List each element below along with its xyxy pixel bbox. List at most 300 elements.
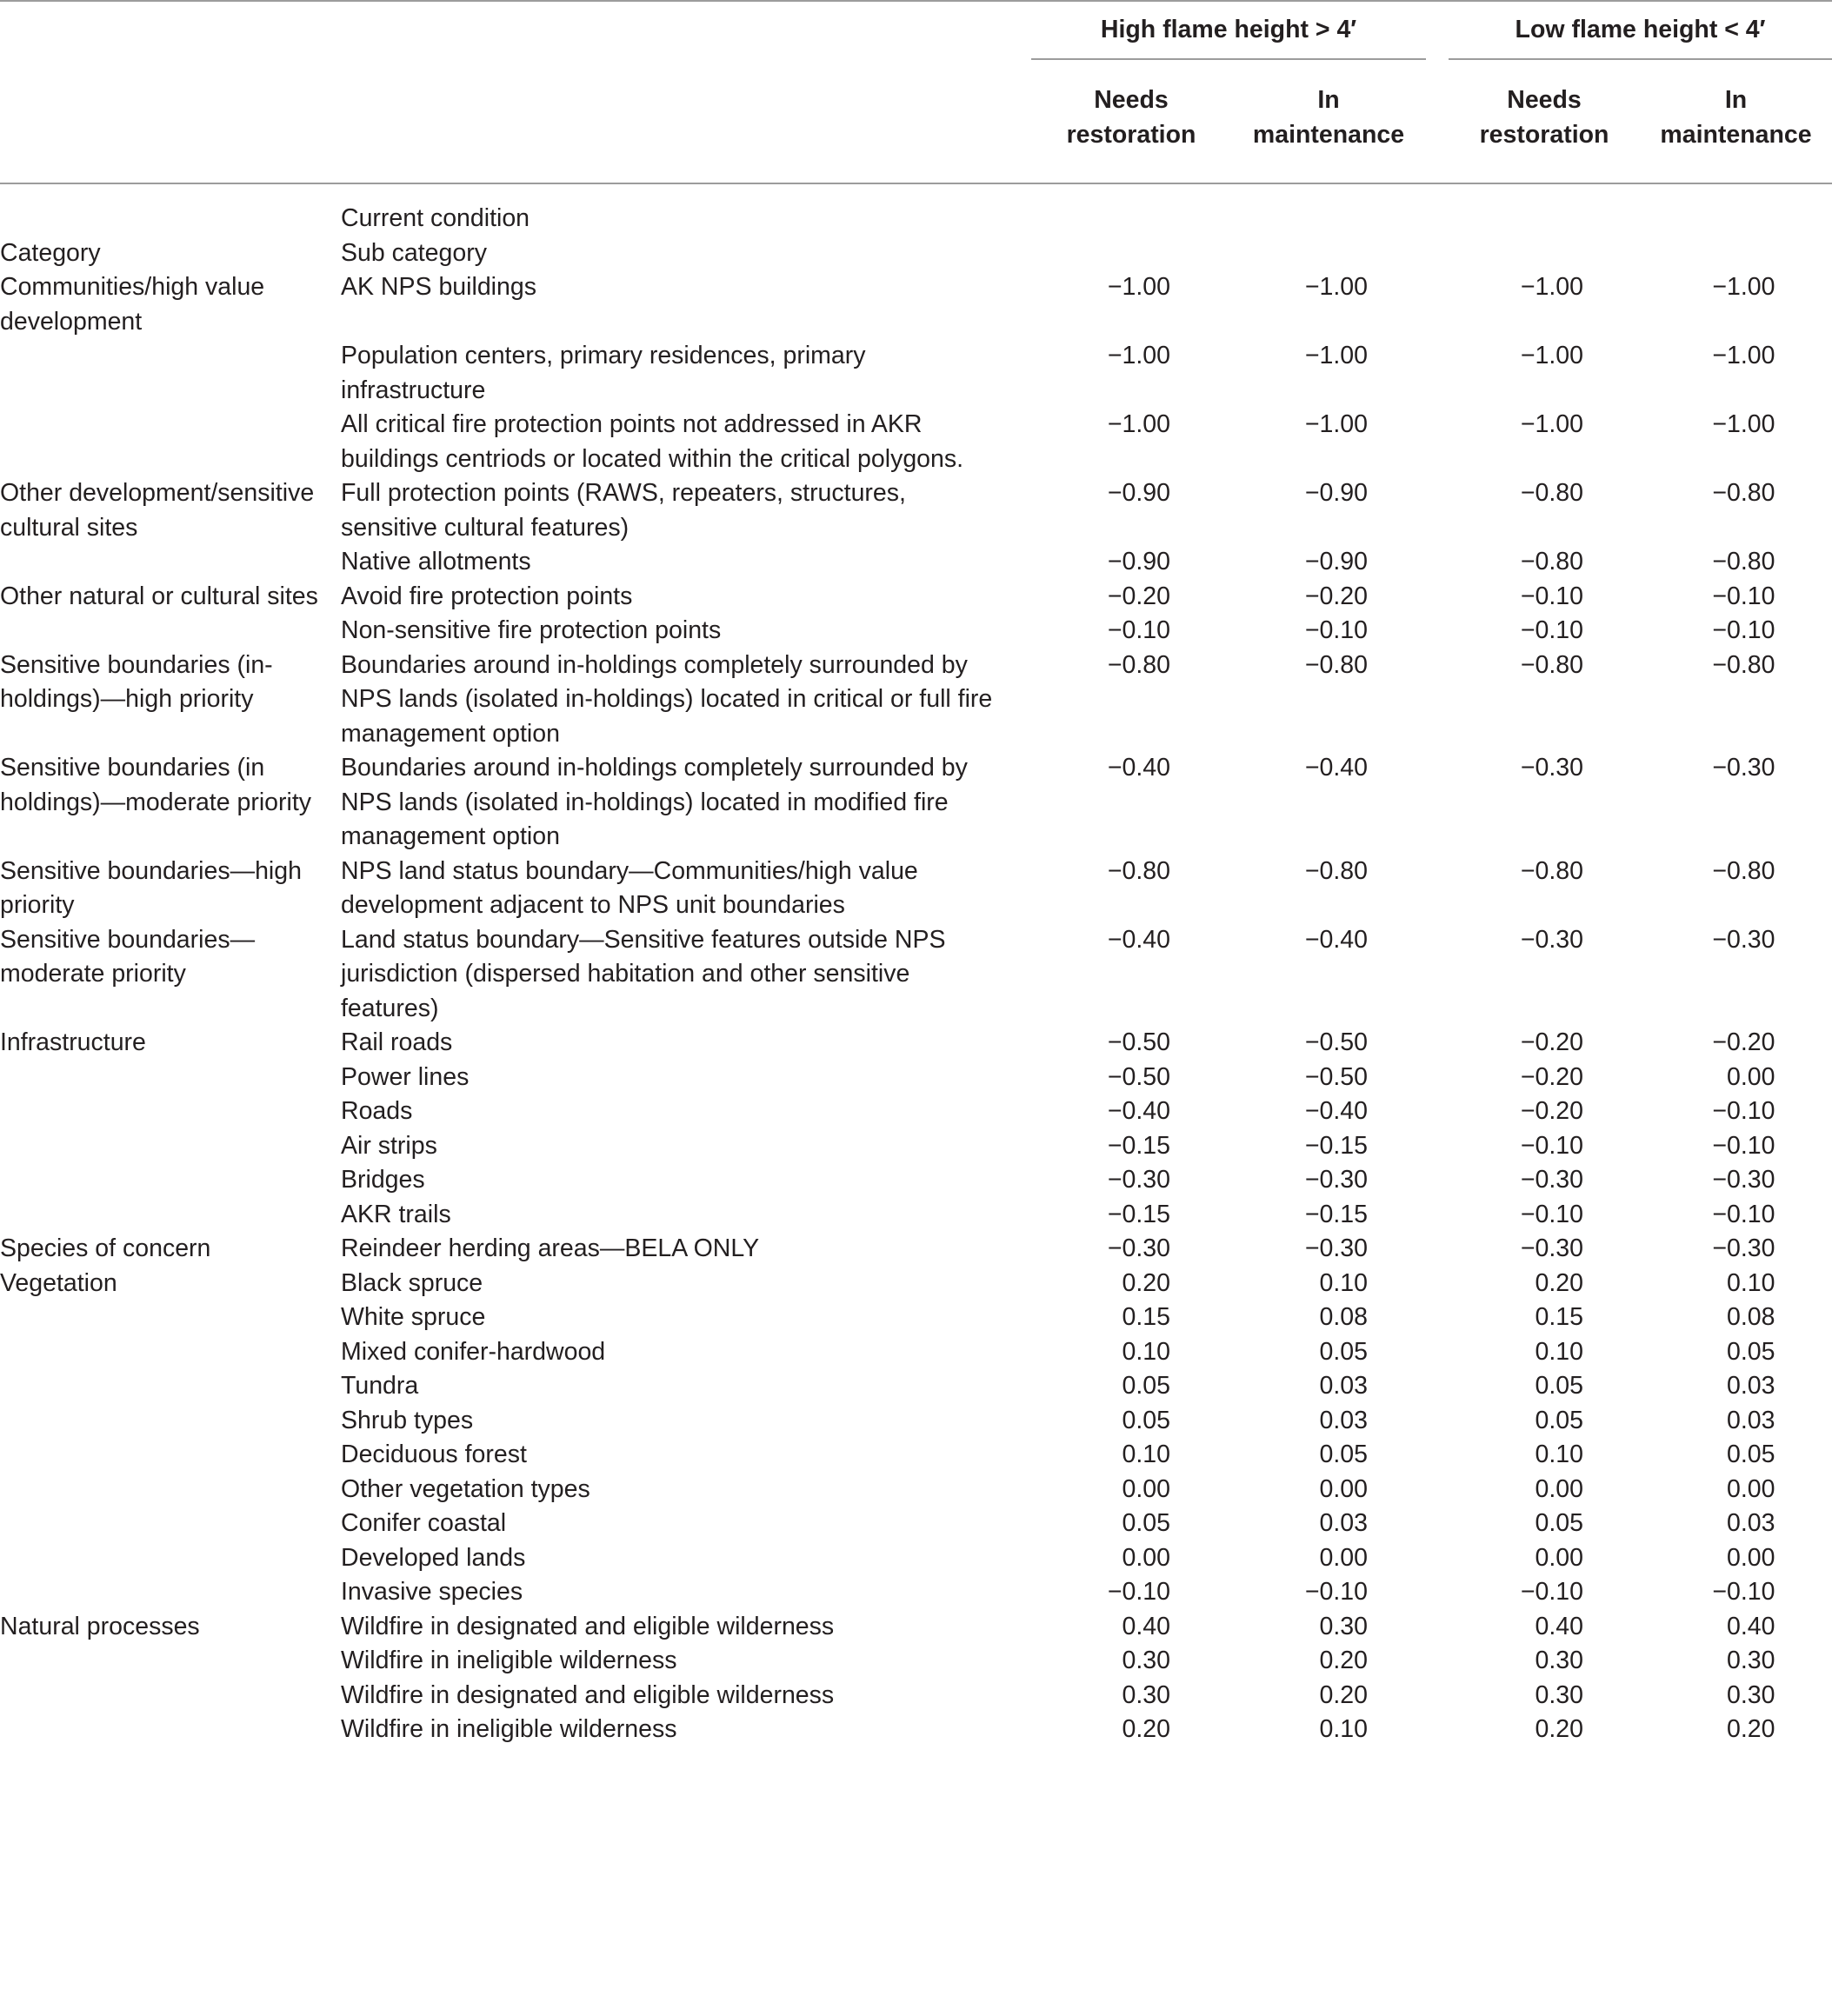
column-labels-row [0, 236, 1832, 271]
value-text: 0.30 [1727, 1680, 1775, 1709]
low-in-maintenance-value [1640, 1679, 1832, 1713]
value-text: −0.10 [1107, 616, 1170, 644]
high-in-maintenance-value [1231, 1335, 1426, 1370]
value-text: −0.40 [1304, 925, 1368, 954]
high-needs-restoration-value [1031, 1473, 1231, 1507]
high-in-maintenance-value [1231, 408, 1426, 476]
value-text: −0.10 [1712, 1131, 1775, 1160]
value-text: −0.80 [1107, 856, 1170, 885]
category-cell: Infrastructure [0, 1028, 146, 1056]
value-text: 0.30 [1122, 1647, 1170, 1674]
high-needs-restoration-value [1031, 1061, 1231, 1095]
high-needs-restoration-value [1031, 1404, 1231, 1439]
value-text: −0.15 [1107, 1131, 1170, 1160]
subcategory-cell: Non-sensitive fire protection points [341, 616, 722, 644]
value-text: 0.40 [1727, 1612, 1775, 1640]
table-row [0, 1679, 1832, 1713]
subcategory-cell: Native allotments [341, 548, 531, 576]
high-in-maintenance-value [1231, 1610, 1426, 1645]
value-text: 0.30 [1535, 1680, 1584, 1709]
value-text: 0.03 [1319, 1509, 1368, 1537]
subcategory-cell: Land status boundary—Sensitive features outside NPS jurisdiction (dispersed habitation and other sensitive features) [341, 925, 946, 1022]
high-needs-restoration-value [1031, 1610, 1231, 1645]
value-text: −0.15 [1304, 1200, 1368, 1228]
high-in-maintenance-value [1231, 751, 1426, 855]
low-needs-restoration-value [1449, 751, 1640, 855]
low-needs-restoration-value [1449, 1404, 1640, 1439]
category-cell: Other natural or cultural sites [0, 582, 318, 610]
table-row [0, 855, 1832, 923]
value-text: −1.00 [1107, 273, 1170, 301]
high-in-maintenance-value [1231, 1541, 1426, 1576]
low-needs-restoration-value [1449, 1301, 1640, 1335]
high-needs-restoration-value [1031, 923, 1231, 1027]
low-needs-restoration-value [1449, 1575, 1640, 1610]
value-text: −0.20 [1520, 1097, 1584, 1125]
high-needs-restoration-value [1031, 1335, 1231, 1370]
value-text: −0.15 [1107, 1200, 1170, 1228]
value-text: −0.10 [1520, 616, 1584, 644]
table-row [0, 1163, 1832, 1198]
category-cell [0, 1507, 341, 1541]
low-in-maintenance-value [1640, 339, 1832, 408]
value-text: 0.30 [1727, 1647, 1775, 1674]
low-in-maintenance-value [1640, 649, 1832, 752]
category-cell [0, 339, 341, 408]
value-text: −0.20 [1712, 1028, 1775, 1056]
value-text: −0.40 [1107, 1097, 1170, 1125]
value-text: −0.30 [1520, 754, 1584, 782]
subcategory-cell: Boundaries around in-holdings completely surrounded by NPS lands (isolated in-holdings) located in critical or full fire management option [341, 650, 993, 748]
low-needs-restoration-value [1449, 1163, 1640, 1198]
category-cell [0, 408, 341, 476]
subcategory-cell: AKR trails [341, 1200, 451, 1228]
value-text: −0.40 [1304, 754, 1368, 782]
value-text: 0.05 [1535, 1509, 1584, 1537]
value-text: −0.10 [1107, 1578, 1170, 1606]
subcategory-cell: NPS land status boundary—Communities/high value development adjacent to NPS unit boundaries [341, 856, 918, 919]
high-in-maintenance-value [1231, 339, 1426, 408]
table-row [0, 1473, 1832, 1507]
low-needs-restoration-value [1449, 1198, 1640, 1233]
high-needs-restoration-value [1031, 1026, 1231, 1061]
high-in-maintenance-value [1231, 1301, 1426, 1335]
category-cell: Sensitive boundaries (in holdings)—moderate priority [0, 754, 311, 816]
value-text: −0.10 [1712, 616, 1775, 644]
category-cell: Communities/high value development [0, 273, 265, 336]
sub-header-row [0, 66, 1832, 183]
value-text: 0.00 [1535, 1474, 1584, 1503]
low-in-maintenance-value [1640, 1507, 1832, 1541]
low-needs-restoration-value [1449, 1438, 1640, 1473]
value-text: −0.10 [1520, 1131, 1584, 1160]
high-in-maintenance-value [1231, 1129, 1426, 1164]
value-text: −0.30 [1712, 1166, 1775, 1194]
value-text: −0.50 [1304, 1028, 1368, 1056]
table-row [0, 649, 1832, 752]
col-high-needs-restoration: Needs restoration [1031, 66, 1231, 183]
high-in-maintenance-value [1231, 1267, 1426, 1301]
value-text: −0.80 [1520, 650, 1584, 679]
subcategory-cell: Bridges [341, 1166, 425, 1194]
category-cell [0, 1575, 341, 1610]
value-text: 0.40 [1535, 1612, 1584, 1640]
value-text: −0.80 [1304, 650, 1368, 679]
low-needs-restoration-value [1449, 1679, 1640, 1713]
low-in-maintenance-value [1640, 1267, 1832, 1301]
table-row [0, 1026, 1832, 1061]
value-text: −0.30 [1712, 925, 1775, 954]
value-text: 0.05 [1122, 1406, 1170, 1434]
value-text: −0.80 [1712, 856, 1775, 885]
table-row [0, 1267, 1832, 1301]
low-in-maintenance-value [1640, 1713, 1832, 1747]
value-text: −1.00 [1520, 410, 1584, 438]
value-text: 0.10 [1535, 1337, 1584, 1366]
value-text: 0.20 [1535, 1268, 1584, 1297]
high-in-maintenance-value [1231, 1507, 1426, 1541]
low-in-maintenance-value [1640, 751, 1832, 855]
value-text: −1.00 [1712, 342, 1775, 369]
col-high-in-maintenance: In maintenance [1231, 66, 1426, 183]
value-text: 0.03 [1319, 1406, 1368, 1434]
high-needs-restoration-value [1031, 1644, 1231, 1679]
value-text: 0.10 [1727, 1268, 1775, 1297]
high-needs-restoration-value [1031, 1232, 1231, 1267]
value-text: −0.80 [1712, 548, 1775, 576]
value-text: −0.80 [1712, 479, 1775, 507]
category-cell [0, 1679, 341, 1713]
low-needs-restoration-value [1449, 408, 1640, 476]
value-text: −1.00 [1107, 410, 1170, 438]
value-text: −0.30 [1107, 1234, 1170, 1262]
value-text: −0.30 [1520, 925, 1584, 954]
low-in-maintenance-value [1640, 855, 1832, 923]
value-text: −0.80 [1520, 856, 1584, 885]
subcategory-cell: Boundaries around in-holdings completely surrounded by NPS lands (isolated in-holdings) located in modified fire management option [341, 754, 968, 850]
value-text: −0.30 [1712, 1234, 1775, 1262]
value-text: −0.90 [1107, 548, 1170, 576]
subcategory-cell: Conifer coastal [341, 1509, 507, 1537]
value-text: −0.30 [1520, 1234, 1584, 1262]
high-in-maintenance-value [1231, 1438, 1426, 1473]
subcategory-cell: Avoid fire protection points [341, 582, 633, 610]
value-text: 0.00 [1319, 1474, 1368, 1503]
subcategory-cell: Population centers, primary residences, primary infrastructure [341, 342, 866, 404]
table-row [0, 1644, 1832, 1679]
value-text: 0.30 [1122, 1680, 1170, 1709]
high-needs-restoration-value [1031, 545, 1231, 580]
value-text: 0.05 [1727, 1440, 1775, 1468]
category-cell [0, 1438, 341, 1473]
table-row [0, 1507, 1832, 1541]
table-row [0, 1404, 1832, 1439]
high-needs-restoration-value [1031, 1541, 1231, 1576]
subcategory-cell: AK NPS buildings [341, 273, 536, 301]
category-cell [0, 1473, 341, 1507]
low-in-maintenance-value [1640, 1301, 1832, 1335]
low-needs-restoration-value [1449, 1610, 1640, 1645]
high-in-maintenance-value [1231, 1713, 1426, 1747]
table-row [0, 1541, 1832, 1576]
high-needs-restoration-value [1031, 1129, 1231, 1164]
subcategory-cell: Wildfire in ineligible wilderness [341, 1647, 677, 1674]
high-in-maintenance-value [1231, 649, 1426, 752]
low-needs-restoration-value [1449, 649, 1640, 752]
category-cell [0, 1369, 341, 1404]
value-text: 0.10 [1535, 1440, 1584, 1468]
high-in-maintenance-value [1231, 1026, 1426, 1061]
value-text: 0.05 [1535, 1406, 1584, 1434]
category-cell [0, 1061, 341, 1095]
value-text: 0.30 [1535, 1647, 1584, 1674]
value-text: 0.00 [1727, 1474, 1775, 1503]
low-in-maintenance-value [1640, 1335, 1832, 1370]
low-in-maintenance-value [1640, 1610, 1832, 1645]
table-row [0, 1094, 1832, 1129]
value-text: 0.10 [1319, 1715, 1368, 1743]
category-cell [0, 1335, 341, 1370]
value-text: −0.40 [1107, 754, 1170, 782]
high-in-maintenance-value [1231, 270, 1426, 339]
value-text: 0.05 [1122, 1372, 1170, 1400]
category-cell: Other development/sensitive cultural sites [0, 479, 315, 542]
value-text: −0.10 [1304, 616, 1368, 644]
table-row [0, 1232, 1832, 1267]
value-text: −0.30 [1304, 1166, 1368, 1194]
low-needs-restoration-value [1449, 1644, 1640, 1679]
value-text: 0.05 [1319, 1440, 1368, 1468]
low-needs-restoration-value [1449, 855, 1640, 923]
low-in-maintenance-value [1640, 408, 1832, 476]
value-text: −0.15 [1304, 1131, 1368, 1160]
value-text: −0.50 [1107, 1028, 1170, 1056]
low-needs-restoration-value [1449, 1267, 1640, 1301]
low-needs-restoration-value [1449, 1232, 1640, 1267]
value-text: −1.00 [1107, 342, 1170, 369]
table-row [0, 339, 1832, 408]
category-label: Category [0, 238, 101, 267]
category-cell: Sensitive boundaries—high priority [0, 856, 302, 919]
value-text: −0.50 [1304, 1062, 1368, 1091]
low-in-maintenance-value [1640, 580, 1832, 615]
subcategory-cell: Roads [341, 1097, 413, 1125]
subcategory-cell: Tundra [341, 1372, 419, 1400]
value-text: 0.00 [1727, 1062, 1775, 1091]
table-row [0, 1335, 1832, 1370]
value-text: 0.20 [1122, 1715, 1170, 1743]
value-text: 0.03 [1727, 1372, 1775, 1400]
value-text: −0.10 [1712, 1578, 1775, 1606]
low-needs-restoration-value [1449, 1541, 1640, 1576]
value-text: 0.05 [1535, 1372, 1584, 1400]
value-text: 0.05 [1319, 1337, 1368, 1366]
high-in-maintenance-value [1231, 1163, 1426, 1198]
category-cell: Vegetation [0, 1268, 117, 1297]
value-text: −0.20 [1520, 1028, 1584, 1056]
category-cell [0, 1541, 341, 1576]
value-text: −1.00 [1712, 410, 1775, 438]
value-text: 0.30 [1319, 1612, 1368, 1640]
value-text: −0.30 [1304, 1234, 1368, 1262]
low-needs-restoration-value [1449, 339, 1640, 408]
value-text: 0.08 [1319, 1303, 1368, 1331]
value-text: 0.03 [1319, 1372, 1368, 1400]
subcategory-cell: White spruce [341, 1303, 486, 1331]
subcategory-cell: Mixed conifer-hardwood [341, 1337, 606, 1366]
category-cell: Sensitive boundaries (in-holdings)—high priority [0, 650, 273, 713]
table-row [0, 1438, 1832, 1473]
high-in-maintenance-value [1231, 1404, 1426, 1439]
subcategory-cell: Power lines [341, 1062, 470, 1091]
value-text: 0.03 [1727, 1509, 1775, 1537]
low-in-maintenance-value [1640, 1129, 1832, 1164]
high-in-maintenance-value [1231, 1198, 1426, 1233]
high-in-maintenance-value [1231, 1473, 1426, 1507]
high-in-maintenance-value [1231, 855, 1426, 923]
category-cell [0, 1301, 341, 1335]
value-text: −0.80 [1712, 650, 1775, 679]
value-text: −0.10 [1712, 582, 1775, 610]
col-low-needs-restoration: Needs restoration [1449, 66, 1640, 183]
value-text: −0.90 [1304, 479, 1368, 507]
value-text: −1.00 [1520, 342, 1584, 369]
low-in-maintenance-value [1640, 270, 1832, 339]
high-needs-restoration-value [1031, 476, 1231, 545]
high-in-maintenance-value [1231, 1575, 1426, 1610]
value-text: 0.40 [1122, 1612, 1170, 1640]
group-low-flame: Low flame height < 4′ [1449, 0, 1832, 66]
high-needs-restoration-value [1031, 1713, 1231, 1747]
high-in-maintenance-value [1231, 476, 1426, 545]
value-text: 0.15 [1535, 1303, 1584, 1331]
category-cell [0, 1713, 341, 1747]
current-condition-row [0, 183, 1832, 236]
value-text: −0.90 [1304, 548, 1368, 576]
value-text: −0.40 [1304, 1097, 1368, 1125]
table-row [0, 545, 1832, 580]
value-text: −0.10 [1520, 1200, 1584, 1228]
value-text: 0.00 [1535, 1543, 1584, 1572]
low-needs-restoration-value [1449, 580, 1640, 615]
high-in-maintenance-value [1231, 1094, 1426, 1129]
high-needs-restoration-value [1031, 1507, 1231, 1541]
high-needs-restoration-value [1031, 649, 1231, 752]
subcategory-cell: Reindeer herding areas—BELA ONLY [341, 1234, 760, 1262]
value-text: −0.30 [1712, 754, 1775, 782]
low-needs-restoration-value [1449, 1335, 1640, 1370]
high-needs-restoration-value [1031, 751, 1231, 855]
high-needs-restoration-value [1031, 1575, 1231, 1610]
low-in-maintenance-value [1640, 1404, 1832, 1439]
high-needs-restoration-value [1031, 1301, 1231, 1335]
category-cell: Natural processes [0, 1612, 200, 1640]
low-in-maintenance-value [1640, 1094, 1832, 1129]
value-text: −0.80 [1107, 650, 1170, 679]
low-in-maintenance-value [1640, 1541, 1832, 1576]
low-needs-restoration-value [1449, 1094, 1640, 1129]
subcategory-cell: Air strips [341, 1131, 437, 1160]
low-in-maintenance-value [1640, 1644, 1832, 1679]
value-text: 0.20 [1535, 1715, 1584, 1743]
high-in-maintenance-value [1231, 1369, 1426, 1404]
low-needs-restoration-value [1449, 1473, 1640, 1507]
value-text: 0.05 [1122, 1509, 1170, 1537]
low-in-maintenance-value [1640, 1061, 1832, 1095]
table-row [0, 923, 1832, 1027]
value-text: 0.05 [1727, 1337, 1775, 1366]
value-text: 0.20 [1122, 1268, 1170, 1297]
high-needs-restoration-value [1031, 408, 1231, 476]
value-text: 0.08 [1727, 1303, 1775, 1331]
high-needs-restoration-value [1031, 1198, 1231, 1233]
subcategory-cell: Other vegetation types [341, 1474, 590, 1503]
table-row [0, 1198, 1832, 1233]
low-needs-restoration-value [1449, 923, 1640, 1027]
low-needs-restoration-value [1449, 1026, 1640, 1061]
high-in-maintenance-value [1231, 1232, 1426, 1267]
value-text: −0.30 [1520, 1166, 1584, 1194]
value-text: −0.50 [1107, 1062, 1170, 1091]
value-text: 0.10 [1319, 1268, 1368, 1297]
low-in-maintenance-value [1640, 545, 1832, 580]
table-row [0, 580, 1832, 615]
table-row [0, 270, 1832, 339]
subcategory-cell: Deciduous forest [341, 1440, 527, 1468]
low-in-maintenance-value [1640, 1232, 1832, 1267]
subcategory-label: Sub category [341, 238, 487, 267]
group-header-row [0, 0, 1832, 66]
high-needs-restoration-value [1031, 1267, 1231, 1301]
category-cell [0, 1644, 341, 1679]
value-text: −0.10 [1712, 1097, 1775, 1125]
subcategory-cell: Developed lands [341, 1543, 526, 1572]
high-needs-restoration-value [1031, 270, 1231, 339]
value-text: −0.10 [1712, 1200, 1775, 1228]
high-in-maintenance-value [1231, 1061, 1426, 1095]
value-text: −0.90 [1107, 479, 1170, 507]
value-text: −0.10 [1304, 1578, 1368, 1606]
low-in-maintenance-value [1640, 1473, 1832, 1507]
subcategory-cell: Shrub types [341, 1406, 474, 1434]
subcategory-cell: All critical fire protection points not addressed in AKR buildings centriods or located within the critical polygons. [341, 410, 964, 473]
table-row [0, 408, 1832, 476]
table-row [0, 1129, 1832, 1164]
low-in-maintenance-value [1640, 1198, 1832, 1233]
low-needs-restoration-value [1449, 1129, 1640, 1164]
value-text: 0.00 [1122, 1474, 1170, 1503]
current-condition-label: Current condition [341, 204, 530, 232]
low-in-maintenance-value [1640, 614, 1832, 649]
low-in-maintenance-value [1640, 923, 1832, 1027]
value-text: −1.00 [1520, 273, 1584, 301]
low-in-maintenance-value [1640, 1163, 1832, 1198]
col-low-in-maintenance: In maintenance [1640, 66, 1832, 183]
table-row [0, 476, 1832, 545]
value-text: 0.00 [1122, 1543, 1170, 1572]
category-cell [0, 545, 341, 580]
high-needs-restoration-value [1031, 580, 1231, 615]
low-in-maintenance-value [1640, 1438, 1832, 1473]
low-in-maintenance-value [1640, 1369, 1832, 1404]
subcategory-cell: Wildfire in designated and eligible wilderness [341, 1612, 835, 1640]
low-needs-restoration-value [1449, 1369, 1640, 1404]
low-needs-restoration-value [1449, 1061, 1640, 1095]
value-text: −1.00 [1304, 410, 1368, 438]
value-text: 0.20 [1727, 1715, 1775, 1743]
value-text: −0.10 [1520, 1578, 1584, 1606]
value-text: −0.30 [1107, 1166, 1170, 1194]
